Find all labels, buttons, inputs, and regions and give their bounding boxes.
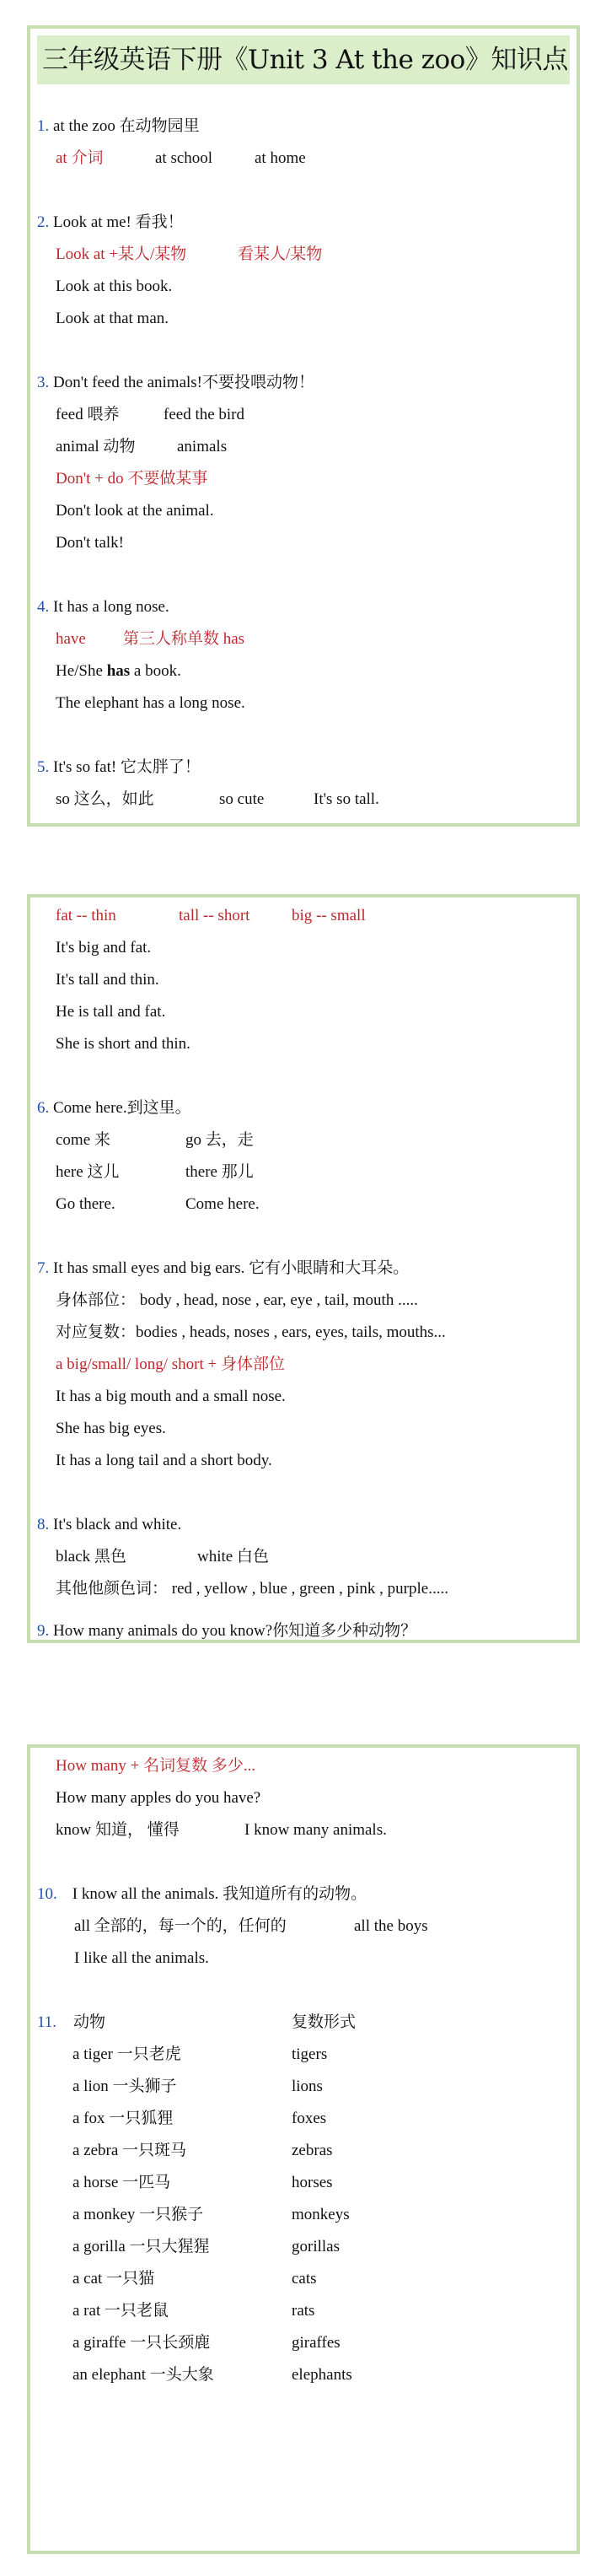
point-6-heading — [37, 1098, 191, 1118]
line: feed the bird — [164, 406, 245, 423]
line — [56, 661, 181, 682]
point-text: Look at me! 看我！ — [49, 213, 184, 231]
line: have — [56, 630, 86, 648]
line: tall -- short — [179, 907, 250, 924]
animal-row-singular: a cat 一只猫 — [72, 2270, 155, 2288]
point-number: 2. — [37, 213, 50, 231]
line: I know many animals. — [244, 1821, 387, 1839]
line: 对应复数：bodies , heads, noses , ears, eyes, tails, mouths... — [56, 1323, 446, 1341]
point-text: How many animals do you know?你知道多少种动物？ — [49, 1622, 417, 1640]
animal-row-plural: rats — [292, 2302, 315, 2320]
point-number: 9. — [37, 1622, 50, 1640]
point-11-heading — [37, 2013, 105, 2033]
line: so 这么，如此 — [56, 790, 154, 808]
line: go 去，走 — [185, 1131, 254, 1149]
line: Don't + do 不要做某事 — [56, 470, 208, 488]
line: Come here. — [185, 1195, 260, 1213]
line: at school — [155, 149, 213, 167]
notes-card-2 — [27, 894, 580, 1643]
animal-row-plural: gorillas — [292, 2238, 340, 2255]
line: all the boys — [354, 1917, 428, 1935]
line: It has a long tail and a short body. — [56, 1452, 272, 1469]
point-text: It has a long nose. — [49, 598, 169, 616]
line: I like all the animals. — [74, 1949, 209, 1967]
animal-row-plural: foxes — [292, 2110, 327, 2127]
animal-row-plural: lions — [292, 2078, 323, 2095]
animal-row-plural: zebras — [292, 2142, 333, 2159]
line: animal 动物 — [56, 438, 136, 455]
line: black 黑色 — [56, 1548, 126, 1566]
point-number: 1. — [37, 117, 50, 135]
animal-row-singular: a lion 一头狮子 — [72, 2078, 177, 2095]
column-header-animal: 动物 — [73, 2013, 106, 2031]
animal-row-plural: elephants — [292, 2366, 352, 2384]
animal-row-plural: giraffes — [292, 2334, 341, 2352]
animal-row-plural: tigers — [292, 2045, 328, 2063]
line: 看某人/某物 — [238, 245, 323, 263]
point-text: I know all the animals. 我知道所有的动物。 — [72, 1885, 367, 1903]
point-8-heading — [37, 1515, 181, 1535]
animal-row-singular: a tiger 一只老虎 — [72, 2045, 181, 2063]
page-title: 三年级英语下册《Unit 3 At the zoo》知识点 — [37, 35, 570, 84]
line: She has big eyes. — [56, 1420, 166, 1437]
animal-row-singular: a rat 一只老鼠 — [72, 2302, 169, 2320]
line: know 知道， 懂得 — [56, 1821, 180, 1839]
animal-row-singular: a gorilla 一只大猩猩 — [72, 2238, 210, 2255]
notes-card-3 — [27, 1744, 580, 2554]
column-header-plural: 复数形式 — [292, 2013, 357, 2031]
line: so cute — [219, 790, 265, 808]
point-5-heading — [37, 757, 201, 778]
animal-row-singular: a zebra 一只斑马 — [72, 2142, 187, 2159]
line: white 白色 — [197, 1548, 269, 1566]
line: Look at that man. — [56, 310, 169, 327]
animal-row-singular: a monkey 一只猴子 — [72, 2206, 204, 2223]
line: The elephant has a long nose. — [56, 694, 245, 712]
point-number: 4. — [37, 598, 50, 616]
point-text: at the zoo 在动物园里 — [49, 117, 200, 135]
line: How many apples do you have? — [56, 1789, 261, 1807]
point-3-heading — [37, 373, 314, 393]
point-number: 5. — [37, 758, 50, 776]
point-4-heading — [37, 597, 169, 617]
bold-text: has — [106, 662, 131, 680]
line: fat -- thin — [56, 907, 116, 924]
animal-row-singular: a giraffe 一只长颈鹿 — [72, 2334, 211, 2352]
point-number: 10. — [37, 1885, 57, 1903]
animal-row-singular: a horse 一匹马 — [72, 2174, 171, 2191]
line: It's tall and thin. — [56, 971, 159, 989]
line: Don't talk! — [56, 534, 124, 552]
point-2-heading — [37, 213, 184, 233]
point-9-heading — [37, 1621, 416, 1641]
text: a book. — [130, 662, 181, 680]
line: here 这儿 — [56, 1163, 120, 1181]
notes-card-1 — [27, 25, 580, 827]
animal-row-plural: cats — [292, 2270, 317, 2288]
line: animals — [177, 438, 228, 455]
point-text: Come here.到这里。 — [49, 1099, 191, 1117]
line: feed 喂养 — [56, 406, 120, 423]
line: big -- small — [292, 907, 366, 924]
point-number: 6. — [37, 1099, 50, 1117]
line: there 那儿 — [185, 1163, 254, 1181]
point-number: 8. — [37, 1516, 50, 1533]
point-number: 3. — [37, 374, 50, 391]
point-7-heading — [37, 1258, 409, 1279]
line: 身体部位： body , head, nose , ear, eye , tail, mouth ..... — [56, 1291, 418, 1309]
point-text: It's black and white. — [49, 1516, 182, 1533]
point-1-heading — [37, 116, 200, 137]
line: How many + 名词复数 多少... — [56, 1757, 256, 1775]
text: He/She — [56, 662, 107, 680]
line: a big/small/ long/ short + 身体部位 — [56, 1355, 285, 1373]
point-text: Don't feed the animals!不要投喂动物！ — [49, 374, 315, 391]
line: It's so tall. — [314, 790, 379, 808]
line: Look at +某人/某物 — [56, 245, 187, 263]
line: at home — [255, 149, 306, 167]
line: come 来 — [56, 1131, 110, 1149]
line: all 全部的，每一个的，任何的 — [74, 1917, 287, 1935]
animal-row-singular: an elephant 一头大象 — [72, 2366, 214, 2384]
line: at 介词 — [56, 149, 104, 167]
line: Look at this book. — [56, 278, 173, 295]
point-number: 7. — [37, 1259, 50, 1277]
line: She is short and thin. — [56, 1035, 190, 1053]
point-text: It has small eyes and big ears. 它有小眼睛和大耳朵。 — [49, 1259, 410, 1277]
point-text: It's so fat! 它太胖了！ — [49, 758, 201, 776]
line: Go there. — [56, 1195, 115, 1213]
line: It's big and fat. — [56, 939, 152, 957]
point-number: 11. — [37, 2013, 57, 2031]
line: 第三人称单数 has — [123, 630, 245, 648]
animal-row-singular: a fox 一只狐狸 — [72, 2110, 174, 2127]
point-10-heading — [37, 1884, 367, 1905]
line: 其他他颜色词： red , yellow , blue , green , pink , purple..... — [56, 1580, 448, 1598]
animal-row-plural: horses — [292, 2174, 333, 2191]
line: Don't look at the animal. — [56, 502, 214, 520]
line: It has a big mouth and a small nose. — [56, 1388, 286, 1405]
line: He is tall and fat. — [56, 1003, 166, 1021]
animal-row-plural: monkeys — [292, 2206, 350, 2223]
